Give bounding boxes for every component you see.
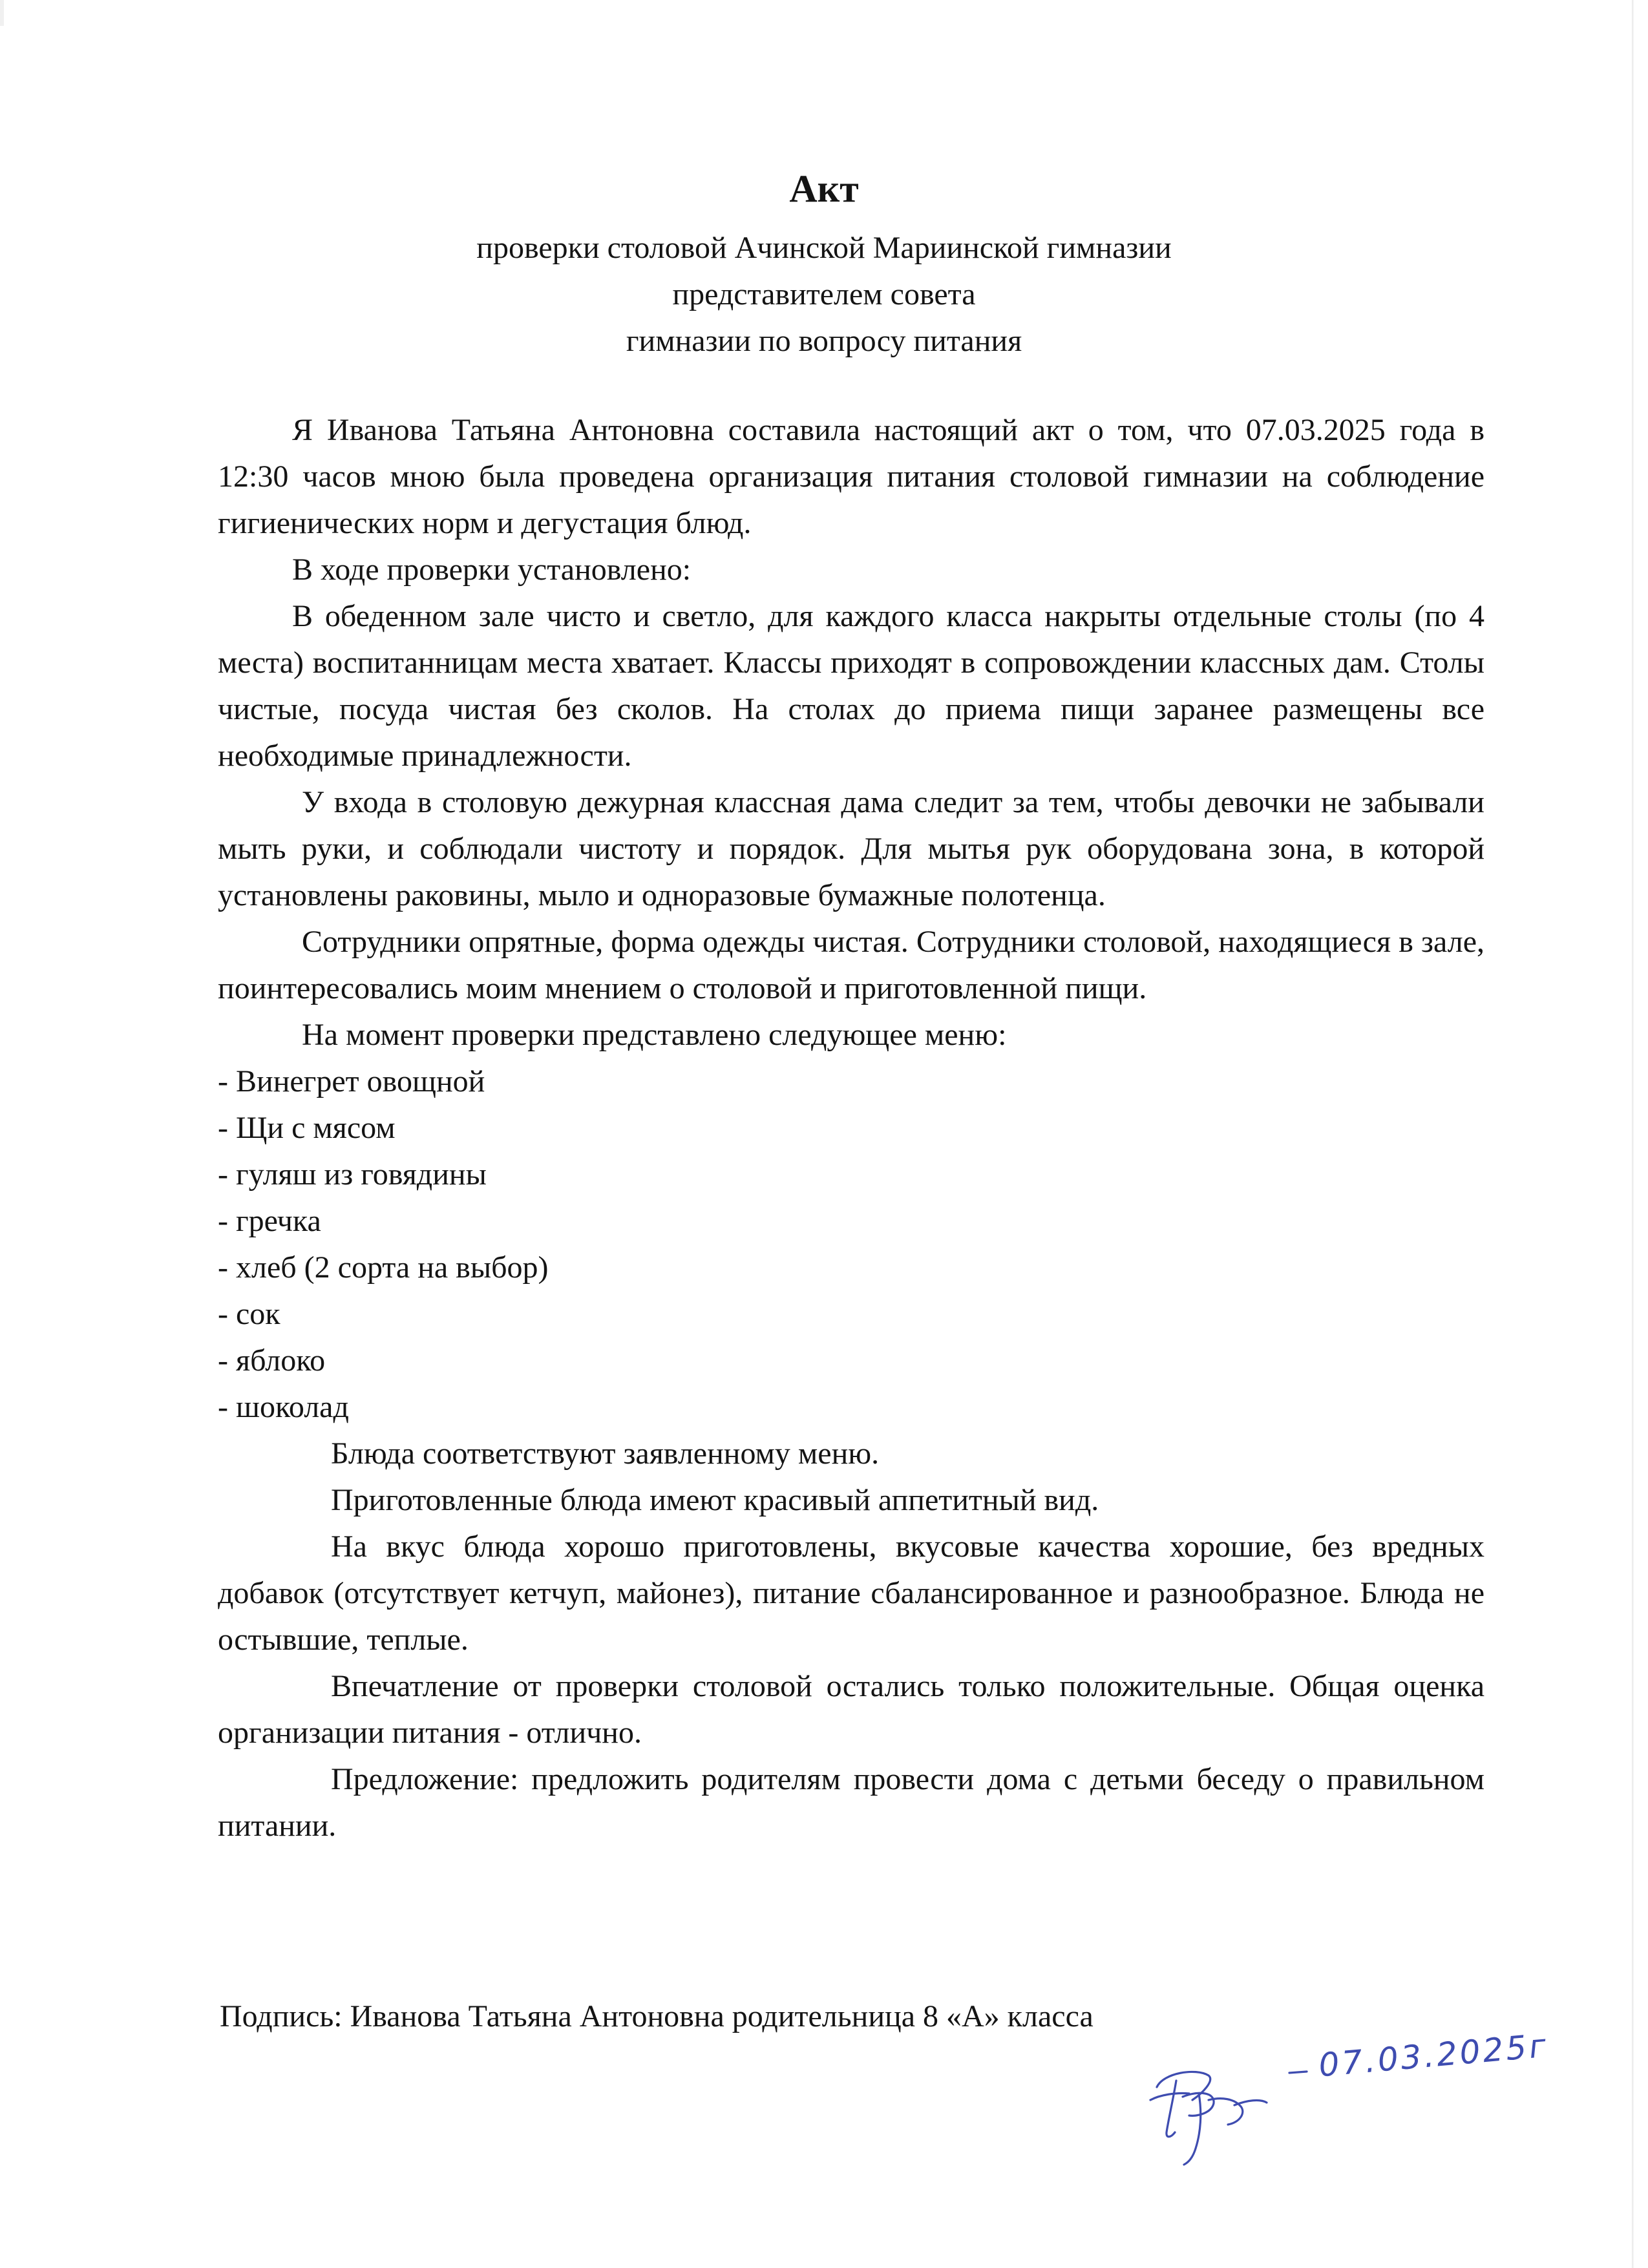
subtitle-line-1: проверки столовой Ачинской Мариинской гимназии — [476, 231, 1172, 265]
scan-mark — [0, 0, 4, 26]
menu-item: - гуляш из говядины — [218, 1157, 487, 1192]
subtitle-line-2: представителем совета — [672, 277, 976, 311]
handwritten-date: 07.03.2025г — [1317, 2026, 1550, 2084]
menu-item: - сок — [218, 1297, 280, 1331]
menu-list — [218, 1058, 1484, 1431]
appearance-paragraph: Приготовленные блюда имеют красивый аппетитный вид. — [331, 1483, 1099, 1517]
menu-item: - яблоко — [218, 1343, 326, 1378]
staff-paragraph: Сотрудники опрятные, форма одежды чистая. Сотрудники столовой, находящиеся в зале, поинтересовались моим мнением о столовой и приготовленной пищи. — [218, 925, 1484, 1005]
signature-scribble — [1137, 2035, 1325, 2184]
menu-conformity-paragraph: Блюда соответствуют заявленному меню. — [331, 1436, 880, 1471]
signature-line: Подпись: Иванова Татьяна Антоновна родительница 8 «А» класса — [220, 1999, 1093, 2033]
handwritten-signature-area — [1137, 2026, 1558, 2184]
intro-paragraph: Я Иванова Татьяна Антоновна составила настоящий акт о том, что 07.03.2025 года в 12:30 часов мною была проведена организация питания столовой гимназии на соблюдение гигиенических норм и дегустация блюд. — [218, 413, 1484, 540]
subtitle-line-3: гимназии по вопросу питания — [626, 324, 1022, 358]
findings-heading: В ходе проверки установлено: — [292, 552, 692, 587]
impression-paragraph: Впечатление от проверки столовой остались только положительные. Общая оценка организации питания - отлично. — [218, 1669, 1484, 1750]
entrance-paragraph: У входа в столовую дежурная классная дама следит за тем, чтобы девочки не забывали мыть руки, и соблюдали чистоту и порядок. Для мытья рук оборудована зона, в которой установлены раковины, мыло и одноразовые бумажные полотенца. — [218, 785, 1484, 912]
menu-item: - Винегрет овощной — [218, 1064, 485, 1098]
taste-paragraph: На вкус блюда хорошо приготовлены, вкусовые качества хорошие, без вредных добавок (отсутствует кетчуп, майонез), питание сбалансированное и разнообразное. Блюда не остывшие, теплые. — [218, 1529, 1484, 1657]
menu-item: - гречка — [218, 1204, 321, 1238]
menu-item: - Щи с мясом — [218, 1111, 396, 1145]
menu-item: - шоколад — [218, 1390, 349, 1424]
dining-hall-paragraph: В обеденном зале чисто и светло, для каждого класса накрыты отдельные столы (по 4 места) воспитанницам места хватает. Классы приходят в сопровождении классных дам. Столы чистые, посуда чистая без сколов. На столах до приема пищи заранее размещены все необходимые принадлежности. — [218, 599, 1484, 773]
document-title: Акт — [789, 167, 859, 210]
body-text — [218, 407, 1484, 1849]
menu-item: - хлеб (2 сорта на выбор) — [218, 1250, 549, 1285]
menu-intro: На момент проверки представлено следующее меню: — [302, 1018, 1007, 1052]
proposal-paragraph: Предложение: предложить родителям провести дома с детьми беседу о правильном питании. — [218, 1762, 1484, 1843]
